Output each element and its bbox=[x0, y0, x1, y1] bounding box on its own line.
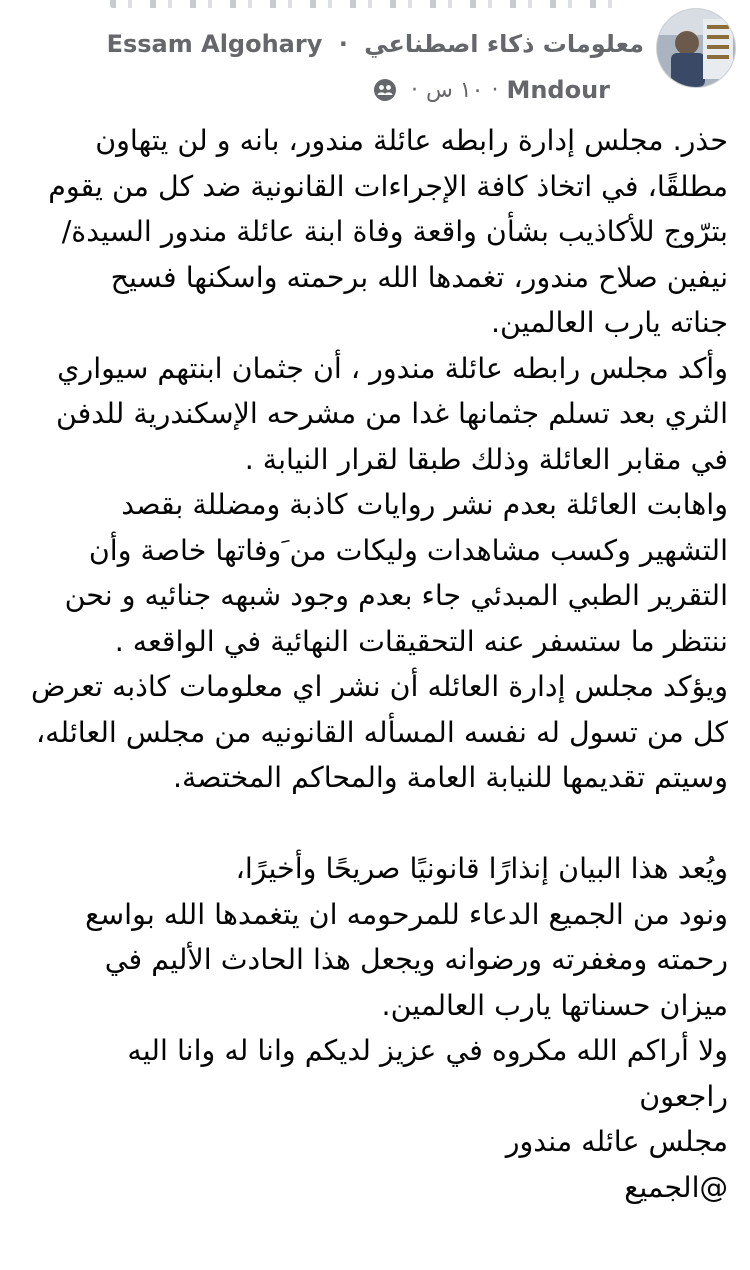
post-submeta-line bbox=[373, 76, 610, 104]
post-line: بترّوج للأكاذيب بشأن واقعة وفاة ابنة عائلة مندور السيدة/ bbox=[61, 215, 728, 248]
meta-separator-2: · bbox=[491, 77, 499, 103]
post-line: جناته يارب العالمين. bbox=[491, 306, 728, 339]
post-time[interactable]: ١٠ س bbox=[425, 77, 484, 103]
friends-privacy-icon[interactable] bbox=[373, 78, 397, 102]
post-line: وسيتم تقديمها للنيابة العامة والمحاكم المختصة. bbox=[172, 761, 728, 794]
post-header bbox=[14, 8, 736, 108]
mention-link[interactable]: @الجميع bbox=[624, 1170, 728, 1204]
group-avatar[interactable] bbox=[656, 8, 736, 88]
post-line: نيفين صلاح مندور، تغمدها الله برحمته واسكنها فسيح bbox=[110, 260, 728, 294]
cropped-previous-content bbox=[0, 0, 750, 8]
post-line: واهابت العائلة بعدم نشر روايات كاذبة ومضللة بقصد bbox=[121, 488, 728, 521]
post-line: ويُعد هذا البيان إنذارًا قانونيًا صريحًا وأخيرًا، bbox=[235, 852, 728, 885]
post-line: ولا أراكم الله مكروه في عزيز لديكم وانا له وانا اليه bbox=[127, 1034, 728, 1067]
post-line: التقرير الطبي المبدئي جاء بعدم وجود شبهه جنائيه و نحن bbox=[64, 579, 728, 612]
post-line: وأكد مجلس رابطه عائلة مندور ، أن جثمان ابنتهم سيواري bbox=[57, 351, 728, 385]
post-line: راجعون bbox=[639, 1079, 728, 1113]
post-line: مجلس عائله مندور bbox=[505, 1125, 728, 1158]
post-line: ميزان حسناتها يارب العالمين. bbox=[381, 988, 728, 1022]
sub-author-name[interactable]: Mndour bbox=[506, 76, 610, 104]
post-line: ونود من الجميع الدعاء للمرحومه ان يتغمدها الله بواسع bbox=[85, 897, 728, 931]
post-blank-line bbox=[22, 801, 728, 847]
post-line: مطلقًا، في اتخاذ كافة الإجراءات القانونية ضد كل من يقوم bbox=[48, 169, 728, 203]
post-line: الثري بعد تسلم جثمانها غدا من مشرحه الإسكندرية للدفن bbox=[55, 397, 728, 430]
post-body-text bbox=[22, 118, 728, 1210]
post-line: التشهير وكسب مشاهدات وليكات من َوفاتها خاصة وأن bbox=[88, 533, 728, 567]
avatar-image-icon bbox=[657, 9, 735, 87]
post-line: ويؤكد مجلس إدارة العائله أن نشر اي معلومات كاذبه تعرض bbox=[31, 670, 728, 703]
post-meta-line bbox=[107, 30, 644, 58]
post-line: رحمته ومغفرته ورضوانه ويجعل هذا الحادث الأليم في bbox=[104, 943, 728, 976]
meta-separator-3: · bbox=[410, 77, 418, 103]
post-line: ننتظر ما ستسفر عنه التحقيقات النهائية في الواقعه . bbox=[114, 624, 728, 658]
post-line: في مقابر العائلة وذلك طبقا لقرار النيابة . bbox=[244, 442, 728, 476]
post-line: كل من تسول له نفسه المسأله القانونيه من مجلس العائله، bbox=[35, 715, 728, 749]
group-name-link[interactable]: معلومات ذكاء اصطناعي bbox=[364, 30, 644, 58]
author-name-link[interactable]: Essam Algohary bbox=[106, 30, 323, 58]
post-line: حذر. مجلس إدارة رابطه عائلة مندور، بانه و لن يتهاون bbox=[95, 124, 728, 157]
meta-separator: · bbox=[338, 30, 348, 58]
